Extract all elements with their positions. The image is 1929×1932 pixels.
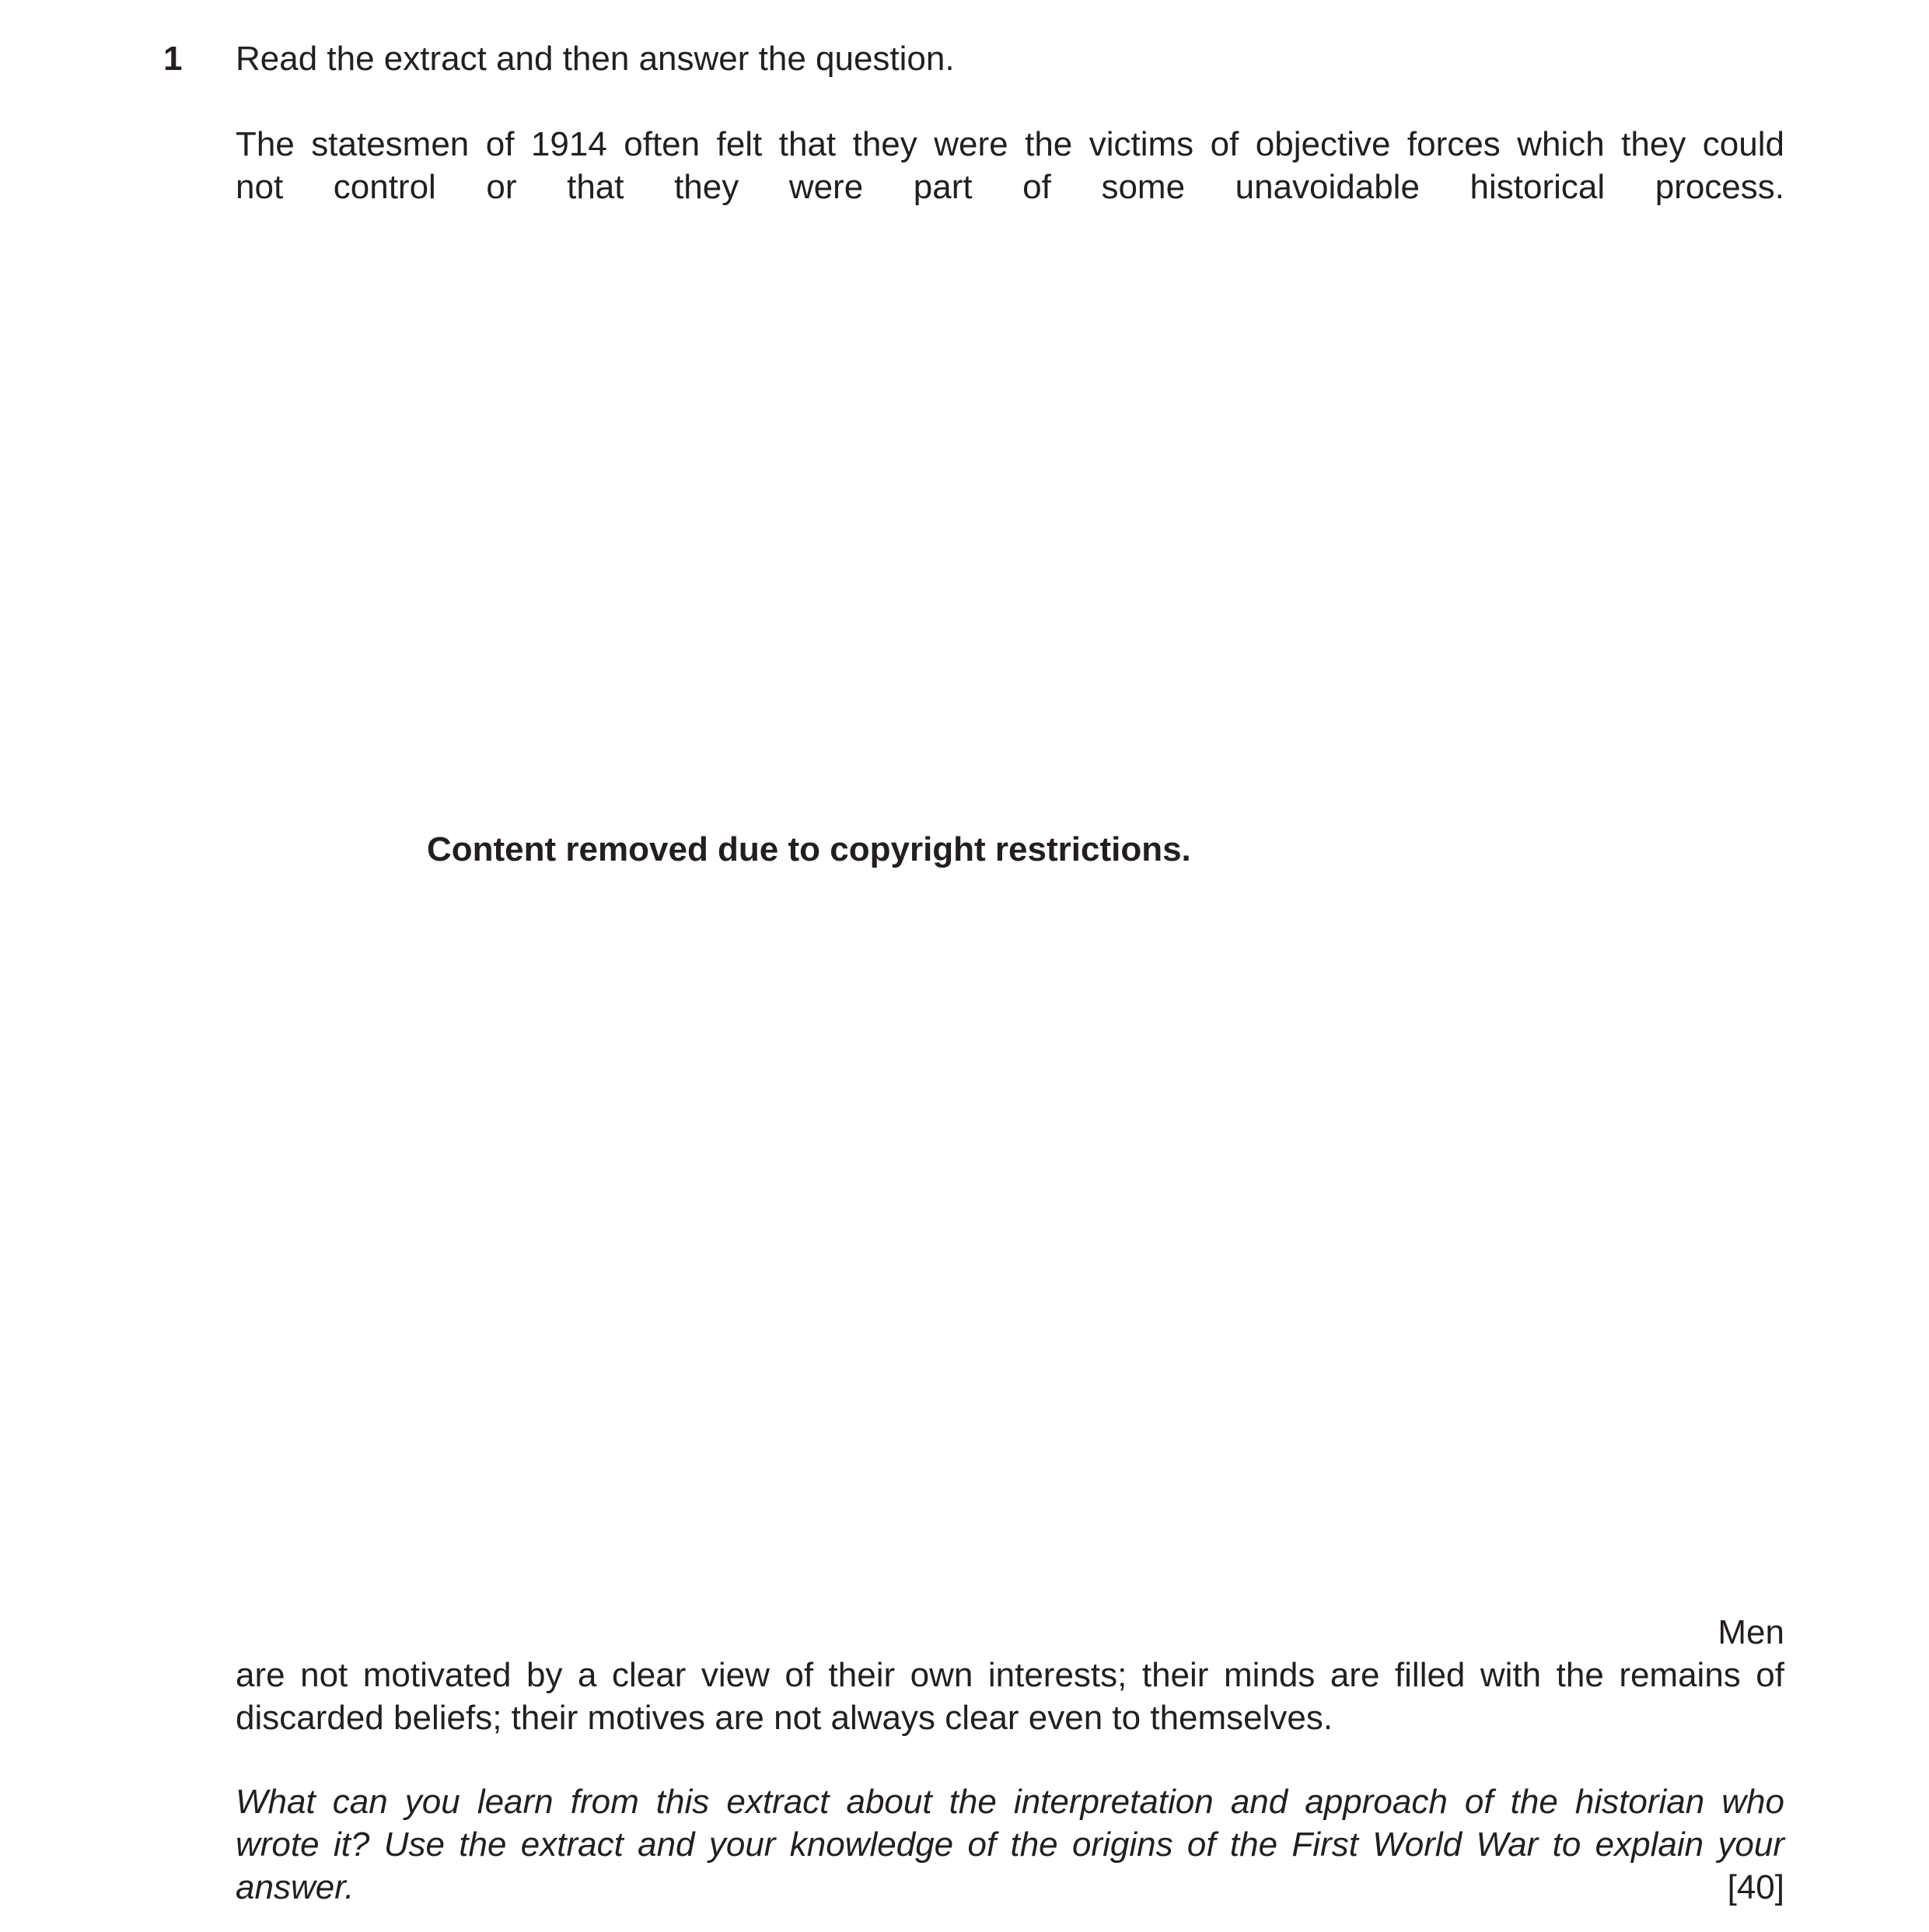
extract-closing <box>236 1654 1784 1739</box>
question-instruction: Read the extract and then answer the question. <box>236 40 955 78</box>
question-prompt-line-1: What can you learn from this extract about the interpretation and approach of the historian who <box>236 1783 1784 1821</box>
extract-closing-line-2: discarded beliefs; their motives are not always clear even to themselves. <box>236 1699 1333 1737</box>
copyright-notice: Content removed due to copyright restrictions. <box>427 830 1191 868</box>
extract-opening <box>236 123 1784 208</box>
question-prompt <box>236 1780 1784 1909</box>
question-number: 1 <box>163 40 183 78</box>
question-prompt-line-3: answer. <box>236 1868 355 1906</box>
marks-allocation: [40] <box>1727 1868 1784 1906</box>
extract-opening-line-1: The statesmen of 1914 often felt that they were the victims of objective forces which they could <box>236 125 1784 163</box>
extract-closing-fragment: Men <box>1718 1613 1784 1651</box>
question-prompt-line-2: wrote it? Use the extract and your knowledge of the origins of the First World War to explain your <box>236 1825 1784 1864</box>
extract-closing-line-1: are not motivated by a clear view of their own interests; their minds are filled with the remains of <box>236 1656 1784 1694</box>
extract-opening-line-2: not control or that they were part of some unavoidable historical process. <box>236 168 1784 206</box>
